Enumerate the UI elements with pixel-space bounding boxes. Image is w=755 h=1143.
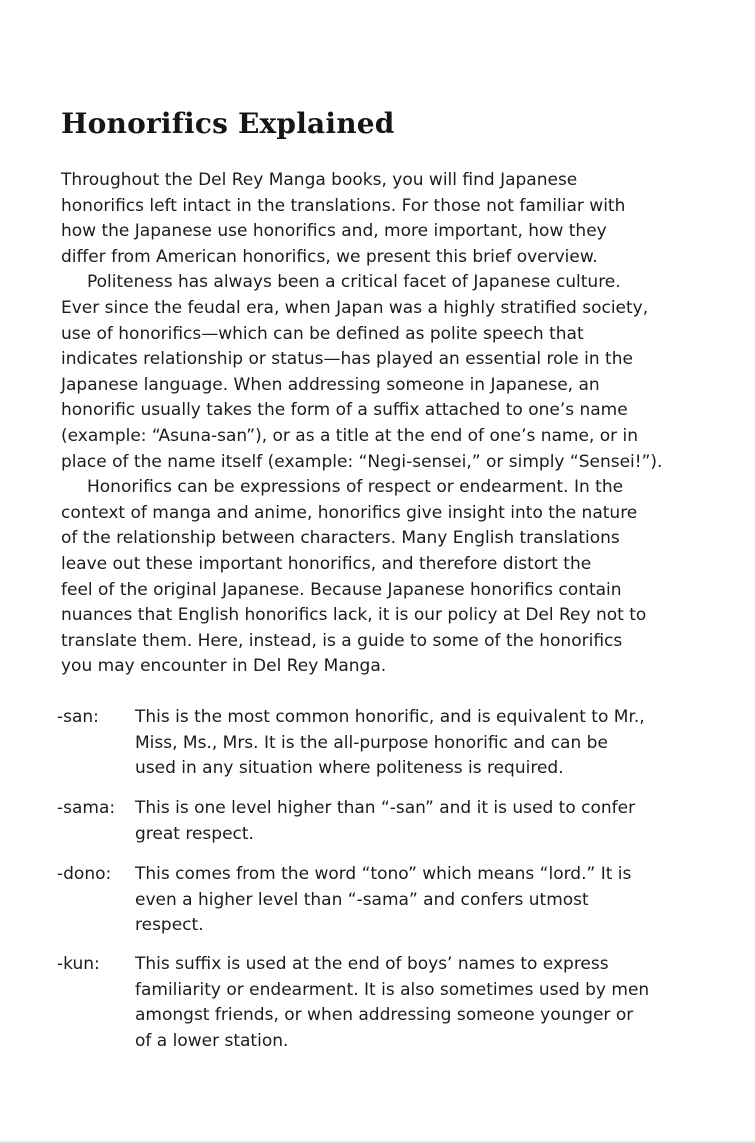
text-line: Japanese language. When addressing someone in Japanese, an	[61, 374, 600, 395]
text-line: of a lower station.	[135, 1030, 289, 1051]
text-line: This comes from the word “tono” which means “lord.” It is	[135, 864, 632, 884]
text-line: honorific usually takes the form of a suffix attached to one’s name	[61, 400, 628, 421]
glossary-definition	[135, 796, 745, 847]
glossary-term: -kun:	[57, 954, 100, 974]
text-line: Ever since the feudal era, when Japan was a highly stratified society,	[61, 297, 649, 318]
text-line: place of the name itself (example: “Negi-sensei,” or simply “Sensei!”).	[61, 451, 663, 472]
text-line: indicates relationship or status—has played an essential role in the	[61, 349, 633, 370]
text-line: use of honorifics—which can be defined as polite speech that	[61, 323, 584, 344]
page-title: Honorifics Explained	[61, 107, 395, 140]
glossary-entry-sama	[57, 796, 747, 848]
text-line: you may encounter in Del Rey Manga.	[61, 656, 387, 677]
glossary-term: -dono:	[57, 864, 112, 884]
text-line: great respect.	[135, 823, 254, 844]
glossary-entry-dono	[57, 862, 747, 940]
text-line: translate them. Here, instead, is a guide to some of the honorifics	[61, 630, 623, 651]
text-line: used in any situation where politeness is required.	[135, 758, 564, 779]
text-line: amongst friends, or when addressing someone younger or	[135, 1005, 634, 1026]
text-line: Politeness has always been a critical facet of Japanese culture.	[87, 272, 621, 293]
paragraph	[61, 168, 741, 270]
text-line: how the Japanese use honorifics and, more important, how they	[61, 221, 607, 242]
glossary-term: -sama:	[57, 798, 116, 818]
paragraph	[61, 475, 741, 680]
glossary-definition	[135, 705, 745, 782]
glossary-definition	[135, 952, 745, 1054]
text-line: respect.	[135, 915, 204, 936]
text-line: even a higher level than “-sama” and confers utmost	[135, 889, 589, 910]
text-line: (example: “Asuna-san”), or as a title at the end of one’s name, or in	[61, 425, 639, 446]
glossary-entry-kun	[57, 952, 747, 1056]
intro-text	[61, 168, 741, 680]
text-line: This is one level higher than “-san” and it is used to confer	[135, 798, 636, 818]
text-line: honorifics left intact in the translations. For those not familiar with	[61, 195, 626, 216]
text-line: nuances that English honorifics lack, it is our policy at Del Rey not to	[61, 605, 647, 626]
text-line: differ from American honorifics, we present this brief overview.	[61, 246, 598, 267]
text-line: of the relationship between characters. Many English translations	[61, 528, 620, 549]
glossary-entry-san	[57, 705, 747, 783]
text-line: Honorifics can be expressions of respect or endearment. In the	[87, 477, 624, 498]
text-line: feel of the original Japanese. Because Japanese honorifics contain	[61, 579, 622, 600]
text-line: Miss, Ms., Mrs. It is the all-purpose honorific and can be	[135, 732, 608, 753]
glossary-term: -san:	[57, 707, 99, 727]
text-line: This suffix is used at the end of boys’ names to express	[135, 954, 609, 974]
text-line: Throughout the Del Rey Manga books, you will find Japanese	[61, 170, 578, 190]
text-line: context of manga and anime, honorifics give insight into the nature	[61, 502, 638, 523]
paragraph	[61, 270, 741, 475]
glossary-definition	[135, 862, 745, 939]
text-line: This is the most common honorific, and is equivalent to Mr.,	[135, 707, 645, 727]
text-line: leave out these important honorifics, and therefore distort the	[61, 553, 592, 574]
text-line: familiarity or endearment. It is also sometimes used by men	[135, 979, 650, 1000]
